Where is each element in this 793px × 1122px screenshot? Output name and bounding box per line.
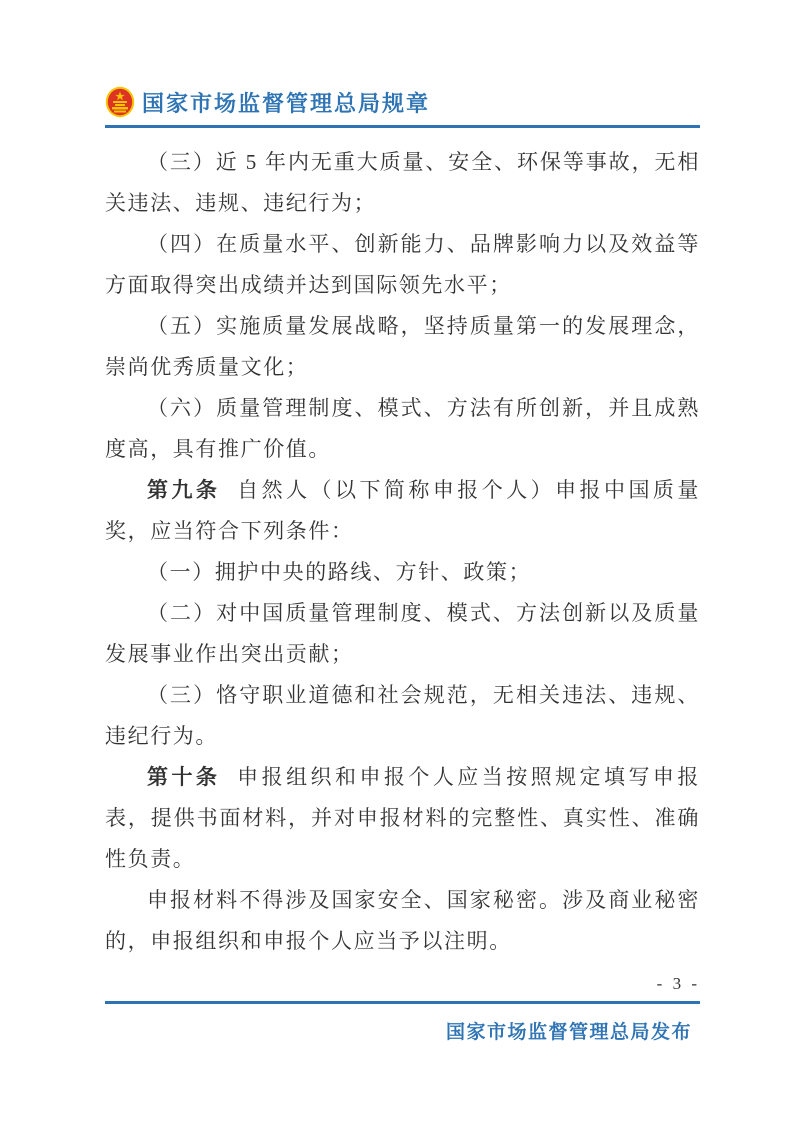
document-body [105,142,700,962]
header-divider [105,125,700,128]
paragraph-article-10 [105,757,700,880]
paragraph-text: 申报材料不得涉及国家安全、国家秘密。涉及商业秘密的，申报组织和申报个人应当予以注明。 [105,888,700,953]
page-number: - 3 - [656,974,700,993]
paragraph-text: 自然人（以下简称申报个人）申报中国质量奖，应当符合下列条件： [105,478,700,543]
paragraph-item-3b [105,675,700,757]
paragraph-text: （六）质量管理制度、模式、方法有所创新，并且成熟度高，具有推广价值。 [105,396,700,461]
paragraph-text: （三）近 5 年内无重大质量、安全、环保等事故，无相关违法、违规、违纪行为； [105,150,700,215]
paragraph-item-1 [105,552,700,593]
paragraph-text: （五）实施质量发展战略，坚持质量第一的发展理念，崇尚优秀质量文化； [105,314,700,379]
national-emblem-icon [105,86,135,118]
header-title: 国家市场监督管理总局规章 [142,90,431,116]
paragraph-text: （四）在质量水平、创新能力、品牌影响力以及效益等方面取得突出成绩并达到国际领先水平； [105,232,700,297]
paragraph-text: （二）对中国质量管理制度、模式、方法创新以及质量发展事业作出突出贡献； [105,601,700,666]
paragraph-text: 申报组织和申报个人应当按照规定填写申报表，提供书面材料，并对申报材料的完整性、真实性、准确性负责。 [105,765,700,871]
article-number: 第十条 [147,766,221,789]
paragraph-article-9 [105,470,700,552]
content-area [105,85,700,1044]
paragraph-item-5 [105,306,700,388]
paragraph-item-2 [105,593,700,675]
paragraph-text: （三）恪守职业道德和社会规范，无相关违法、违规、违纪行为。 [105,683,700,748]
article-number: 第九条 [147,479,221,502]
paragraph-item-3 [105,142,700,224]
publisher-line: 国家市场监督管理总局发布 [445,1022,692,1043]
paragraph-text: （一）拥护中央的路线、方针、政策； [147,560,532,584]
paragraph-item-6 [105,388,700,470]
page-header [105,85,700,119]
paragraph-item-last [105,880,700,962]
footer-divider [105,1001,700,1004]
paragraph-item-4 [105,224,700,306]
